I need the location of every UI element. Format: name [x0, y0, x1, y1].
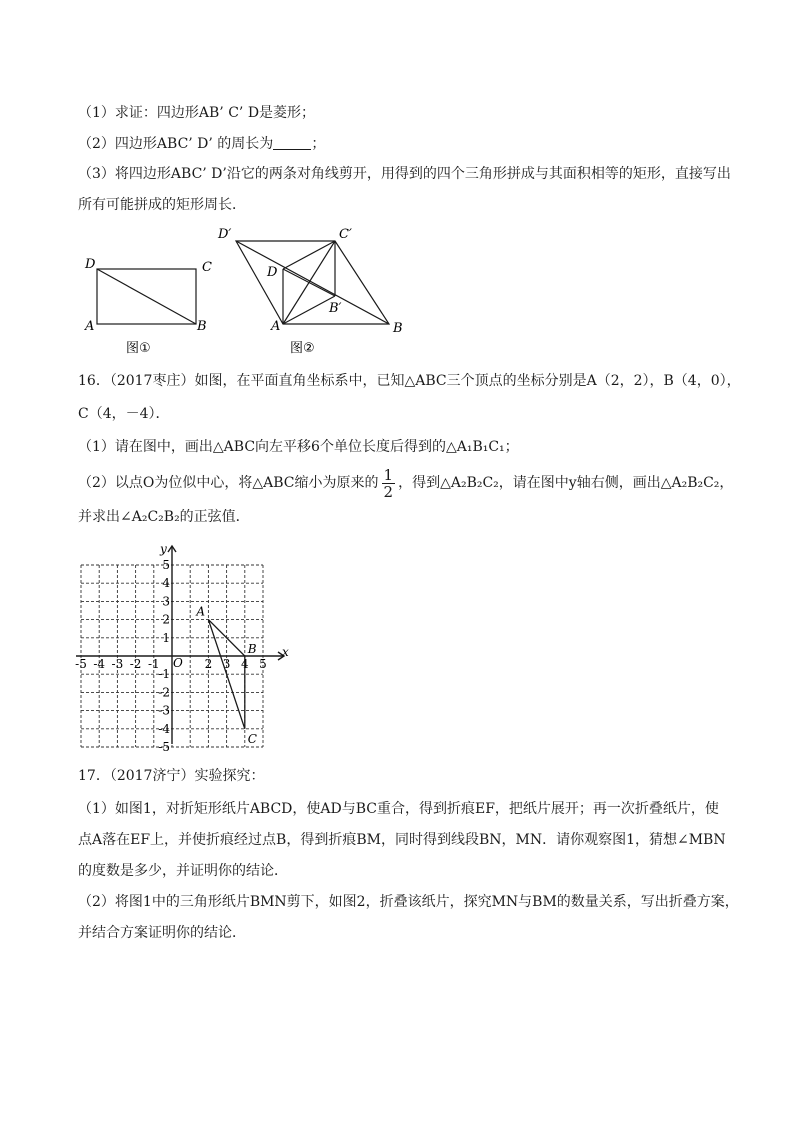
y-tick-label: -1	[158, 667, 170, 682]
x-tick-label: 4	[240, 657, 249, 671]
q15-part3-line1: （3）将四边形ABC’ D’沿它的两条对角线剪开，用得到的四个三角形拼成与其面积相等的矩形，直接写出	[78, 166, 731, 182]
q16-part2-text: （2）以点O为位似中心，将△ABC缩小为原来的	[78, 475, 379, 491]
q17-p1-line3: 的度数是多少，并证明你的结论．	[78, 863, 288, 879]
y-tick-label: 4	[162, 576, 170, 591]
x-tick-label: -1	[147, 657, 160, 671]
q15-part1: （1）求证：四边形AB’ C’ D是菱形；	[78, 105, 316, 121]
q16-part1: （1）请在图中，画出△ABC向左平移6个单位长度后得到的△A₁B₁C₁；	[78, 439, 519, 455]
x-tick-label: -4	[93, 657, 106, 671]
fig1-label-c: C	[202, 260, 212, 275]
fig2-label-cprime: C′	[339, 227, 352, 242]
y-tick-label: 5	[162, 558, 170, 572]
fraction-denominator: 2	[383, 482, 394, 501]
y-tick-label: -2	[158, 685, 170, 700]
fig1-caption: 图①	[126, 341, 151, 356]
x-tick-label: -5	[75, 657, 87, 671]
y-axis-label: y	[160, 542, 167, 556]
q17-p1-line1: （1）如图1，对折矩形纸片ABCD，使AD与BC重合，得到折痕EF，把纸片展开；再一次折叠纸片，使	[78, 801, 719, 817]
q16-part2-line2: 并求出∠A₂C₂B₂的正弦值．	[78, 509, 250, 525]
q16-line2: C（4，－4）．	[78, 406, 170, 422]
fig2-label-a: A	[271, 319, 281, 334]
fraction-numerator: 1	[383, 465, 394, 484]
fig1-label-a: A	[85, 319, 95, 334]
q16-line1: 16．（2017枣庄）如图，在平面直角坐标系中，已知△ABC三个顶点的坐标分别是A（2，2），B（4，0），	[78, 373, 741, 389]
fig2-label-b: B	[393, 321, 403, 336]
fig2-label-bprime: B′	[329, 301, 342, 316]
q17-title: 17．（2017济宁）实验探究：	[78, 768, 265, 784]
x-axis-label: x	[282, 645, 289, 659]
q17-p2-line1: （2）将图1中的三角形纸片BMN剪下，如图2，折叠该纸片，探究MN与BM的数量关系，写出折叠方案，	[78, 894, 739, 910]
q15-part2-text: （2）四边形ABC’ D’ 的周长为	[78, 136, 274, 152]
y-tick-label: -4	[158, 721, 170, 736]
fig1-label-d: D	[85, 257, 96, 272]
fig2-label-dprime: D′	[218, 227, 232, 242]
y-tick-label: 3	[162, 594, 170, 609]
x-tick-label: 5	[259, 657, 267, 671]
q17-p1-line2: 点A落在EF上，并使折痕经过点B，得到折痕BM，同时得到线段BN，MN．请你观察图1，猜想∠MBN	[78, 832, 726, 848]
fig2-caption: 图②	[290, 341, 315, 356]
q15-part2-end: ；	[311, 136, 326, 152]
x-tick-labels	[75, 657, 267, 671]
q16-part2-end: ，得到△A₂B₂C₂，请在图中y轴右侧，画出△A₂B₂C₂，	[398, 475, 734, 491]
y-tick-label: 2	[162, 612, 170, 627]
origin-label: O	[173, 656, 183, 670]
fig2-label-d: D	[267, 265, 278, 280]
y-tick-label: 1	[162, 630, 170, 645]
x-tick-label: 3	[222, 657, 231, 671]
x-tick-label: -2	[129, 657, 142, 671]
q15-part3-line2: 所有可能拼成的矩形周长．	[78, 197, 246, 213]
x-tick-label: 2	[204, 657, 213, 671]
point-label-a: A	[196, 604, 206, 619]
point-label-b: B	[247, 642, 257, 656]
y-tick-label: -3	[158, 703, 170, 718]
y-tick-label: -5	[158, 740, 170, 754]
fig1-label-b: B	[197, 319, 207, 334]
point-label-c: C	[247, 731, 257, 746]
x-tick-label: -3	[111, 657, 124, 671]
q17-p2-line2: 并结合方案证明你的结论．	[78, 925, 246, 941]
